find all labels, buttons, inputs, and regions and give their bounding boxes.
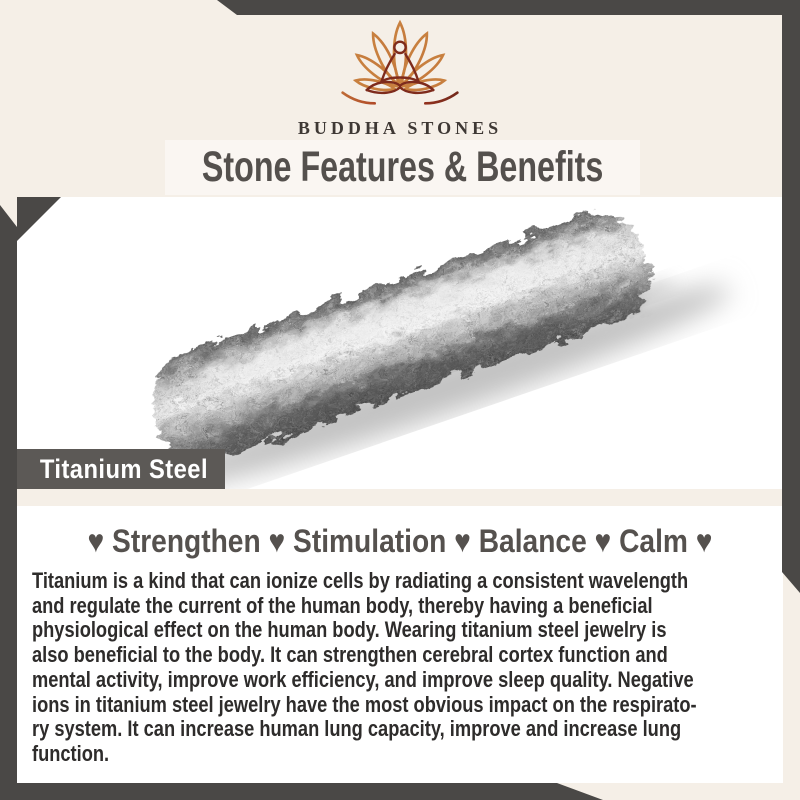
section-title-banner <box>165 140 640 195</box>
description-line: and regulate the current of the human body, thereby having a beneficial <box>32 592 653 618</box>
lotus-meditation-icon <box>300 14 500 114</box>
description-line: mental activity, improve work efficiency, and improve sleep quality. Negative <box>32 666 694 692</box>
stone-name: Titanium Steel <box>39 453 209 484</box>
titanium-rod-image <box>17 197 783 489</box>
product-photo-panel <box>17 197 783 489</box>
frame-top-band <box>217 0 800 15</box>
section-title: Stone Features & Benefits <box>201 143 604 191</box>
benefits-description <box>32 569 800 767</box>
description-line: ry system. It can increase human lung capacity, improve and increase lung <box>32 716 682 742</box>
description-line: physiological effect on the human body. Wearing titanium steel jewelry is <box>32 617 667 643</box>
frame-bottom-band <box>0 783 603 800</box>
benefits-panel <box>17 506 783 783</box>
brand-header <box>0 14 800 139</box>
description-line: ions in titanium steel jewelry have the most obvious impact on the respirato- <box>32 691 697 717</box>
description-line: also beneficial to the body. It can strengthen cerebral cortex function and <box>32 642 668 668</box>
benefits-headline: ♥ Strengthen ♥ Stimulation ♥ Balance ♥ Calm ♥ <box>87 523 713 559</box>
description-line: Titanium is a kind that can ionize cells by radiating a consistent wavelength <box>32 568 689 593</box>
frame-right-band <box>782 0 800 593</box>
brand-name: BUDDHA STONES <box>297 118 503 138</box>
frame-left-band <box>0 205 17 800</box>
description-line: function. <box>32 740 110 766</box>
stone-name-label <box>17 449 225 489</box>
